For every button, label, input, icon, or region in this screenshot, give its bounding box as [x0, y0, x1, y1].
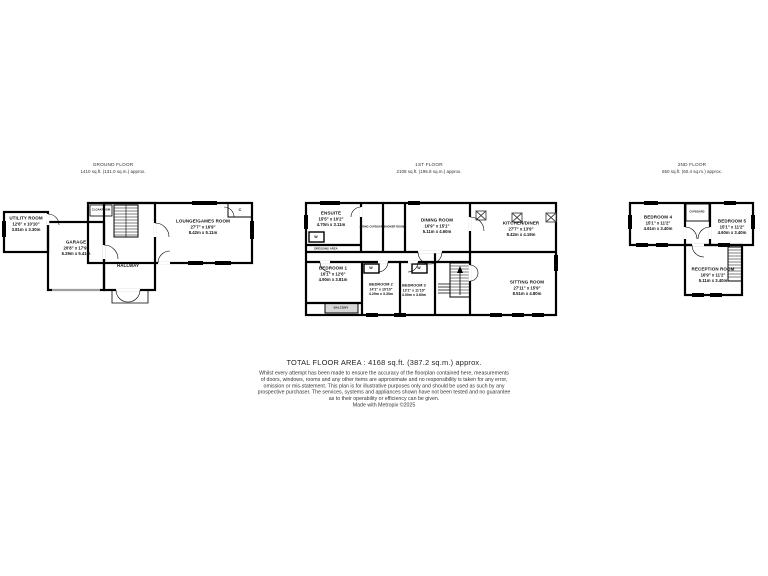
room-name: BEDROOM 4	[643, 214, 673, 220]
room-label-utility	[9, 216, 42, 233]
room-label-bedroom1	[319, 266, 348, 283]
ground-floor-plan	[0, 195, 260, 315]
room-dims-imperial: 16'9" x 11'2"	[700, 272, 726, 278]
room-dims-imperial: 13'1" x 11'10"	[402, 287, 426, 293]
room-name: HALLWAY	[116, 263, 140, 269]
first-floor-title: 1ST FLOOR	[415, 162, 443, 168]
room-dims-metric: 4.00m x 3.60m	[401, 292, 427, 297]
wardrobe-letter: W	[314, 234, 318, 239]
room-label-dressing-area	[314, 247, 337, 251]
room-dims-metric: 4.60m x 3.40m	[717, 229, 747, 235]
room-label-ensuite	[317, 211, 346, 228]
room-dims-metric: 5.11m x 4.60m	[422, 228, 452, 234]
ground-floor-area: 1410 sq.ft. (131.0 sq.m.) approx.	[80, 168, 146, 174]
room-name: SHOWER ROOM	[383, 225, 405, 229]
room-label-cupboard	[689, 210, 704, 213]
second-floor-header	[662, 162, 722, 174]
room-name: KITCHEN/DINER	[502, 220, 540, 226]
room-name: GARAGE	[65, 239, 87, 245]
wardrobe-letter: W	[369, 265, 373, 270]
room-dims-metric: 4.90m x 3.81m	[318, 276, 348, 282]
room-label-kitchen	[503, 221, 540, 238]
room-name: BALCONY	[333, 306, 349, 310]
second-door-gaps	[685, 227, 710, 245]
room-name: SITTING ROOM	[509, 279, 545, 285]
second-floor-area: 650 sq.ft. (60.4 sq.m.) approx.	[661, 168, 723, 174]
room-dims-imperial: 27'7" x 13'9"	[508, 226, 534, 232]
room-dims-metric: 8.42m x 4.19m	[506, 231, 536, 237]
ground-stairs	[114, 205, 138, 237]
second-floor-title: 2ND FLOOR	[677, 162, 707, 168]
room-label-garage	[62, 240, 91, 257]
room-dims-metric: 5.11m x 3.40m	[698, 277, 728, 283]
room-name: CLOAKROOM	[91, 208, 111, 212]
wardrobe-label-3	[417, 266, 420, 271]
room-dims-metric: 3.81m x 3.30m	[11, 226, 41, 232]
room-label-reception	[692, 267, 735, 284]
room-label-bedroom3	[402, 283, 426, 297]
room-label-cloakroom	[92, 208, 111, 212]
room-dims-metric: 4.61m x 3.40m	[643, 225, 673, 231]
wardrobe-label-2	[369, 266, 372, 271]
room-name: BEDROOM 1	[318, 265, 348, 271]
room-dims-metric: 8.42m x 5.11m	[188, 229, 218, 235]
ground-floor-header	[80, 162, 145, 174]
room-dims-imperial: 14'1" x 10'10"	[369, 286, 393, 292]
disclaimer-line: omission or mis-statement. This plan is for illustrative purposes only and should be used as such by any	[263, 382, 505, 389]
metropix-credit: Made with Metropix ©2025	[352, 401, 416, 408]
disclaimer-line: of doors, windows, rooms and any other items are approximate and no responsibility is taken for any error,	[260, 376, 508, 383]
room-label-hallway	[117, 263, 139, 269]
room-dims-imperial: 27'11" x 15'9"	[513, 285, 541, 291]
room-dims-metric: 6.29m x 5.41m	[61, 250, 91, 256]
room-name: BEDROOM 3	[402, 282, 426, 288]
room-label-airing-cupboard	[360, 225, 385, 228]
room-name: LOUNGE/GAMES ROOM	[176, 218, 230, 224]
room-label-bedroom4	[644, 215, 673, 232]
room-label-sitting	[510, 280, 544, 297]
disclaimer-line: prospective purchaser. The services, systems and appliances shown have not been tested and no guarantee	[257, 389, 511, 396]
room-name: CUPBOARD	[689, 210, 705, 214]
room-label-dining	[421, 218, 453, 235]
first-floor-area: 2108 sq.ft. (195.8 sq.m.) approx.	[396, 168, 462, 174]
room-dims-imperial: 15'5" x 10'2"	[318, 216, 344, 222]
wardrobe-letter: W	[417, 265, 421, 270]
room-name: UTILITY ROOM	[9, 215, 43, 221]
room-name: DRESSING AREA	[314, 247, 338, 251]
room-dims-imperial: 15'1" x 11'2"	[645, 220, 671, 226]
wardrobe-label-1	[314, 235, 317, 240]
room-name: AIRING CUPBOARD	[359, 225, 385, 229]
room-dims-imperial: 12'6" x 10'10"	[12, 221, 40, 227]
first-stairs	[438, 263, 470, 297]
total-floor-area: TOTAL FLOOR AREA : 4168 sq.ft. (387.2 sq.m.) approx.	[286, 358, 482, 367]
first-floor-header	[396, 162, 461, 174]
room-label-balcony	[334, 306, 349, 310]
room-dims-imperial: 20'8" x 17'9"	[63, 245, 89, 251]
second-doors	[685, 227, 710, 257]
room-dims-imperial: 15'1" x 11'2"	[719, 224, 745, 230]
room-dims-metric: 4.29m x 3.30m	[368, 291, 394, 296]
disclaimer-line: as to their operability or efficiency can be given.	[328, 395, 440, 402]
room-name: RECEPTION ROOM	[691, 266, 735, 272]
room-label-bedroom5	[718, 219, 747, 236]
room-name: ENSUITE	[320, 210, 342, 216]
room-name: C	[238, 207, 242, 212]
room-dims-imperial: 27'7" x 16'9"	[190, 224, 216, 230]
room-dims-imperial: 16'1" x 12'6"	[320, 271, 346, 277]
room-label-lounge	[176, 219, 230, 236]
room-dims-imperial: 16'9" x 15'1"	[424, 223, 450, 229]
room-name: DINING ROOM	[420, 217, 454, 223]
room-name: BEDROOM 5	[717, 218, 747, 224]
disclaimer	[258, 370, 511, 408]
room-dims-metric: 8.51m x 4.80m	[512, 290, 542, 296]
room-label-shower-room	[384, 225, 404, 228]
disclaimer-line: Whilst every attempt has been made to ensure the accuracy of the floorplan contained here, measurements	[259, 370, 509, 376]
ground-floor-title: GROUND FLOOR	[92, 162, 134, 168]
room-name: BEDROOM 2	[369, 281, 393, 287]
room-label-closet-c	[238, 207, 241, 212]
room-label-bedroom2	[369, 282, 393, 296]
room-dims-metric: 4.70m x 3.11m	[316, 221, 346, 227]
